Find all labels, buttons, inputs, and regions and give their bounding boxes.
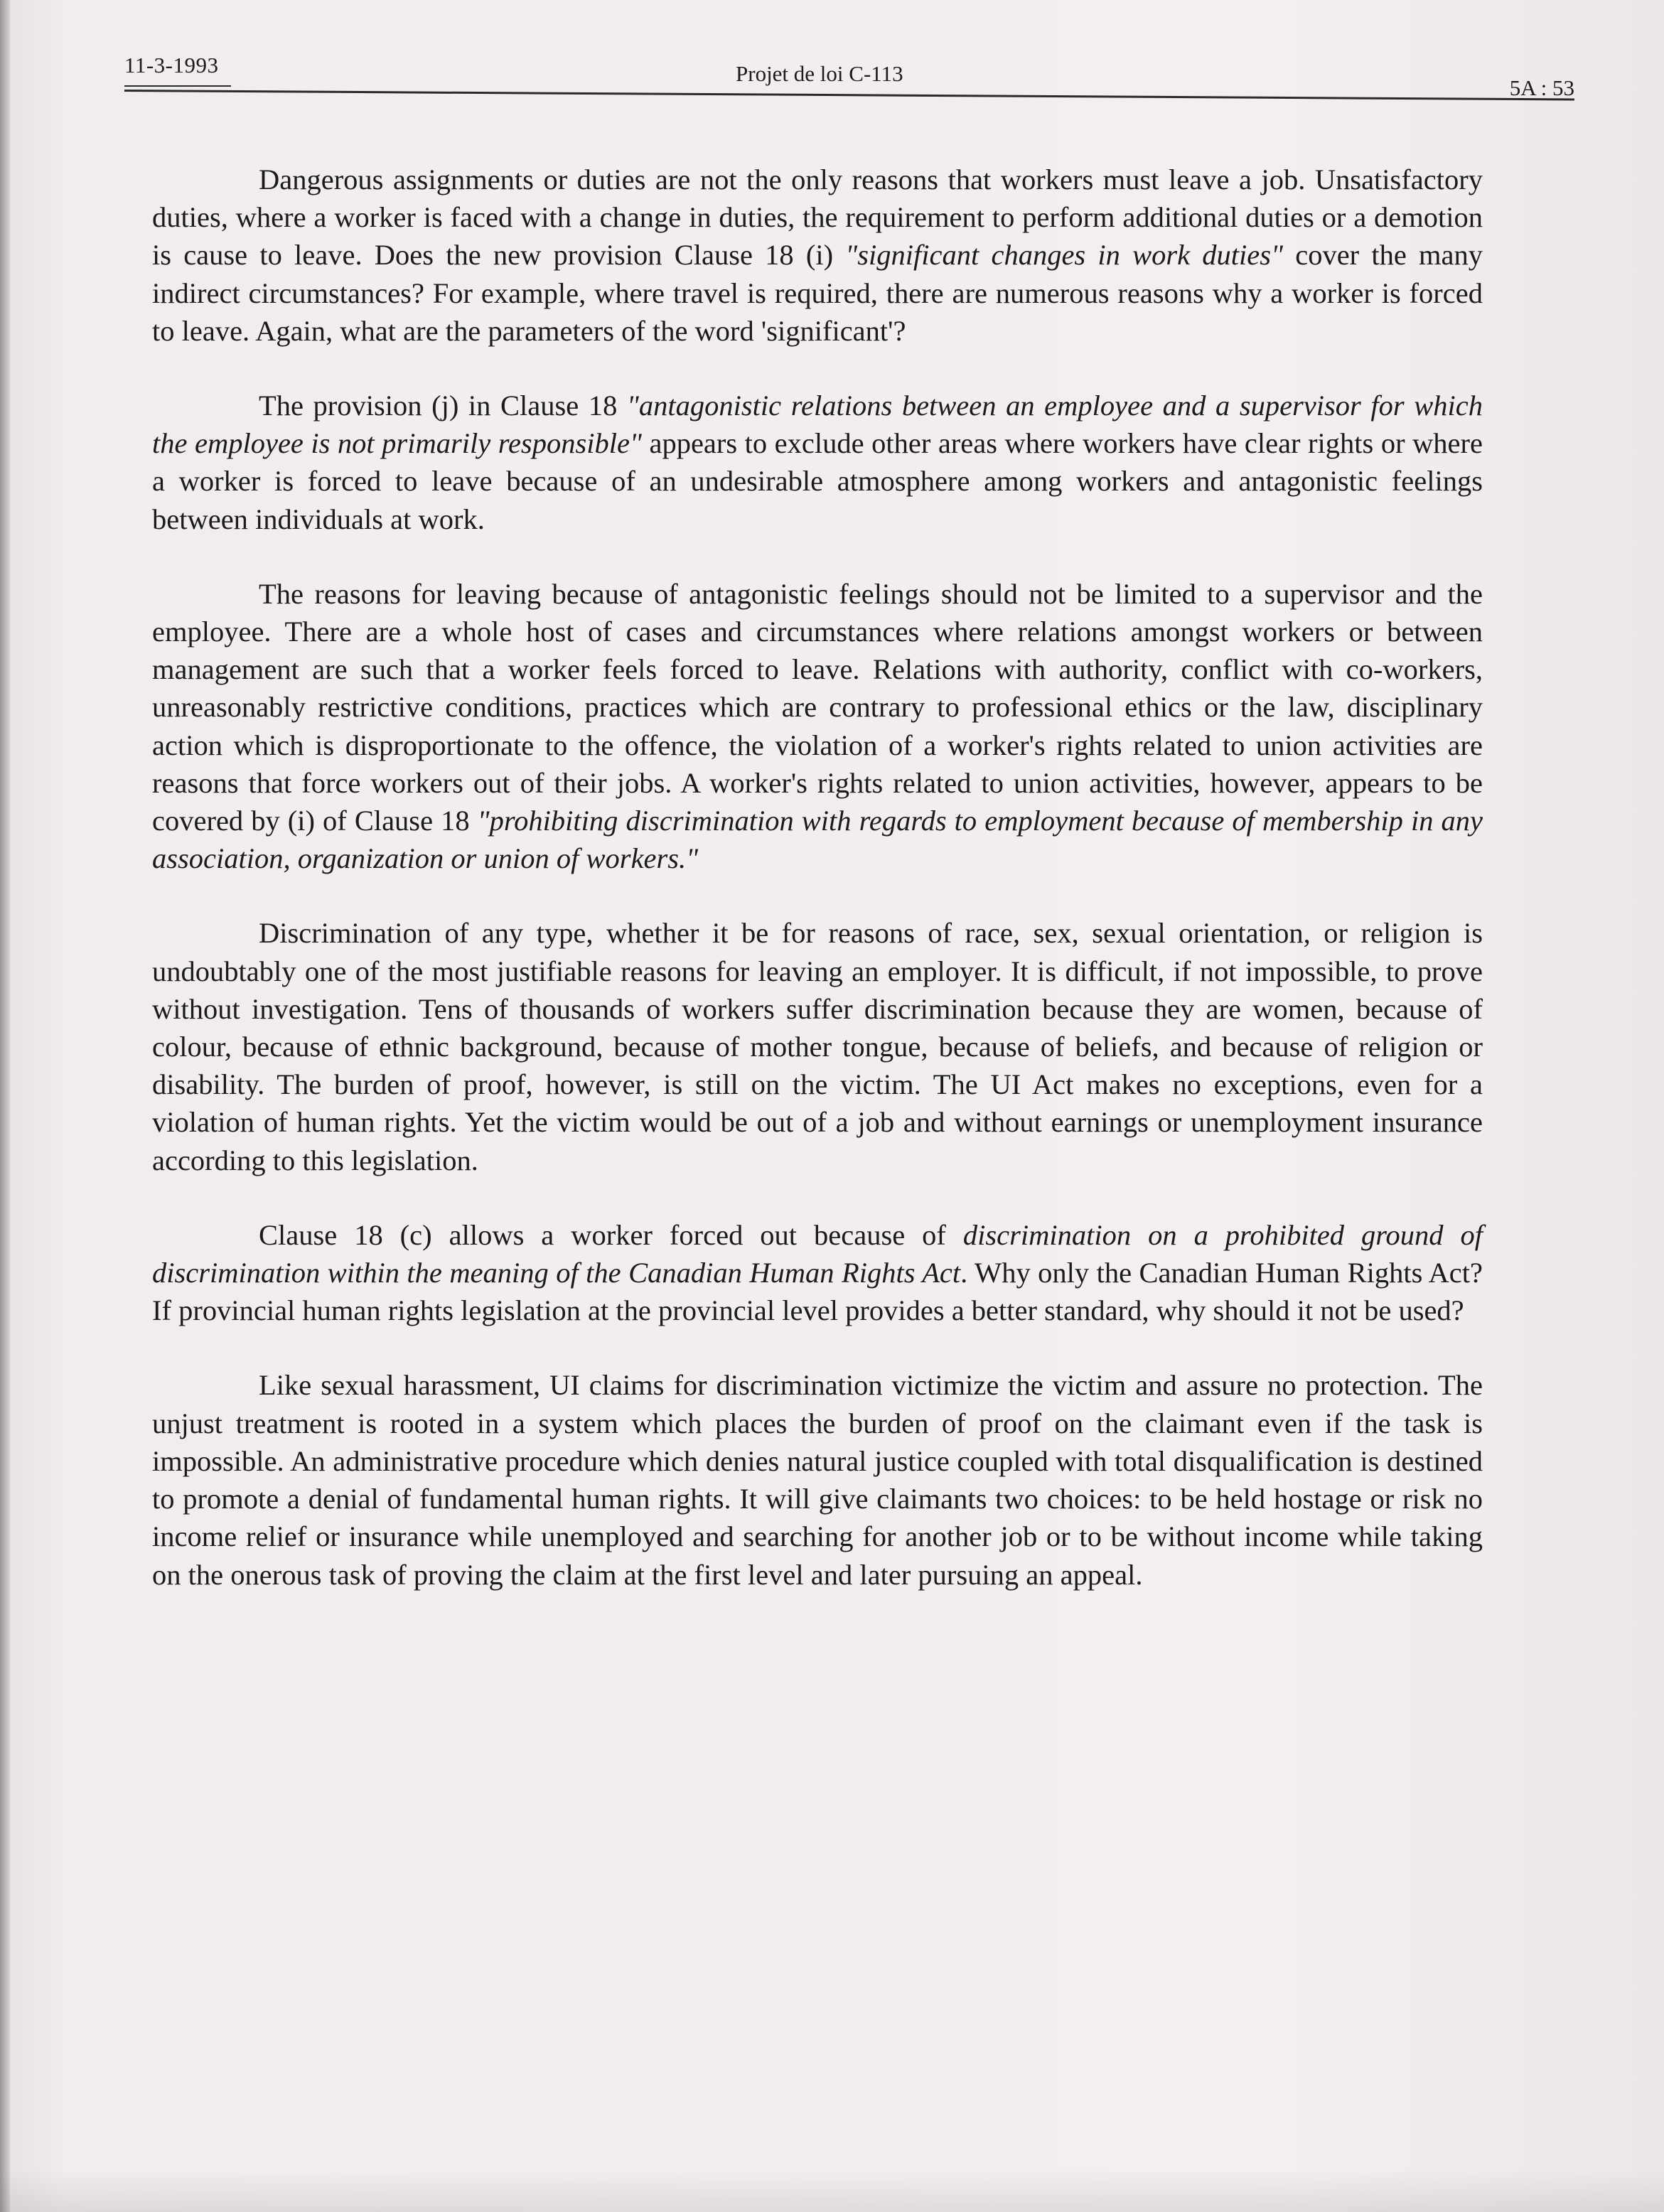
paragraph-text: The reasons for leaving because of antagonistic feelings should not be limited to a supervisor and the employee. There are a whole host of cases and circumstances where relations amongst workers or between management are such that a worker feels forced to leave. Relations with authority, conflict with co-workers, unreasonably restrictive conditions, practices which are contrary to professional ethics or the law, disciplinary action which is disproportionate to the offence, the violation of a worker's rights related to union activities are reasons that force workers out of their jobs. A worker's rights related to union activities, however, appears to be covered by (i) of Clause 18 xyxy=(152,577,1483,837)
paragraph-text: Like sexual harassment, UI claims for discrimination victimize the victim and assure no protection. The unjust treatment is rooted in a system which places the burden of proof on the claimant even if the task is impossible. An administrative procedure which denies natural justice coupled with total disqualification is destined to promote a denial of fundamental human rights. It will give claimants two choices: to be held hostage or risk no income relief or insurance while unemployed and searching for another job or to be without income while taking on the onerous task of proving the claim at the first level and later pursuing an appeal. xyxy=(152,1369,1483,1591)
paragraph-italic-text: "prohibiting discrimination with regards to employment because of membership in any association, organization or union of workers." xyxy=(152,805,1483,875)
page-header xyxy=(124,53,1574,117)
paragraph-text: Dangerous assignments or duties are not the only reasons that workers must leave a job. Unsatisfactory duties, where a worker is faced with a change in duties, the requirement to perform additional duties or a demotion is cause to leave. Does the new provision Clause 18 (i) xyxy=(152,163,1483,272)
paragraph-text: . Why only the Canadian Human Rights Act? If provincial human rights legislation at the provincial level provides a better standard, why should it not be used? xyxy=(152,1257,1483,1327)
paragraph-5 xyxy=(152,1216,1483,1330)
header-date-underline xyxy=(124,85,231,87)
paragraph-6 xyxy=(152,1366,1483,1593)
paragraph-1 xyxy=(152,161,1483,350)
paragraph-text: Discrimination of any type, whether it be for reasons of race, sex, sexual orientation, or religion is undoubtably one of the most justifiable reasons for leaving an employer. It is difficult, if not impossible, to prove without investigation. Tens of thousands of workers suffer discrimination because they are women, because of colour, because of ethnic background, because of mother tongue, because of beliefs, and because of religion or disability. The burden of proof, however, is still on the victim. The UI Act makes no exceptions, even for a violation of human rights. Yet the victim would be out of a job and without earnings or unemployment insurance according to this legislation. xyxy=(152,917,1483,1176)
header-title: Projet de loi C-113 xyxy=(736,61,903,86)
paragraph-text: The provision (j) in Clause 18 xyxy=(259,390,627,422)
paragraph-italic-text: "significant changes in work duties" xyxy=(845,239,1284,272)
header-date: 11-3-1993 xyxy=(124,53,219,77)
page-bottom-shadow xyxy=(0,2169,1664,2212)
document-body xyxy=(152,161,1483,1631)
page-left-edge xyxy=(0,0,10,2212)
paragraph-italic-text: discrimination on a prohibited ground of discrimination within the meaning of the Canadian Human Rights Act xyxy=(152,1218,1483,1289)
paragraph-3 xyxy=(152,575,1483,878)
paragraph-text: cover the many indirect circumstances? For example, where travel is required, there are numerous reasons why a worker is forced to leave. Again, what are the parameters of the word 'significant'? xyxy=(152,239,1483,347)
paragraph-text: Clause 18 (c) allows a worker forced out because of xyxy=(259,1218,963,1251)
header-page-number: 5A : 53 xyxy=(1509,75,1574,100)
paragraph-4 xyxy=(152,914,1483,1179)
paragraph-text: appears to exclude other areas where workers have clear rights or where a worker is forced to leave because of an undesirable atmosphere among workers and antagonistic feelings between individuals at work. xyxy=(152,427,1483,535)
paragraph-italic-text: "antagonistic relations between an employee and a supervisor for which the employee is not primarily responsible" xyxy=(152,390,1483,460)
paragraph-2 xyxy=(152,387,1483,538)
